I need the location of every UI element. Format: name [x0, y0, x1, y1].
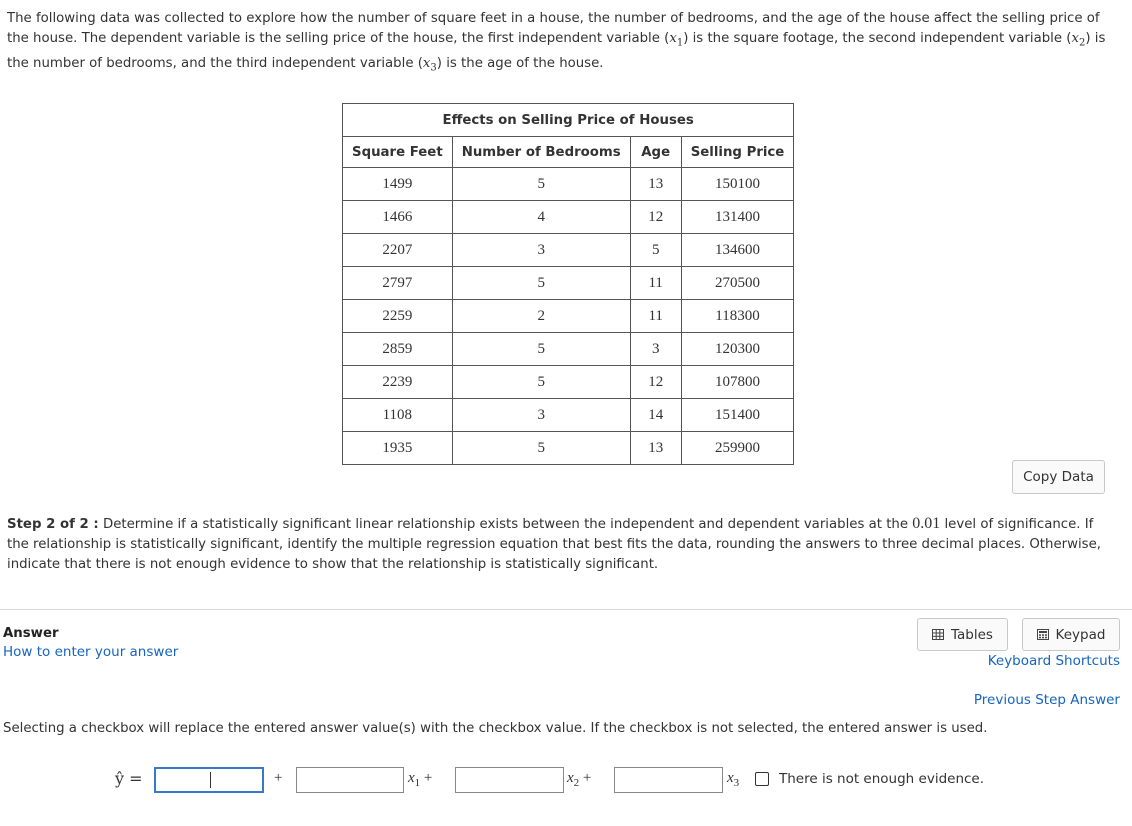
cell-bedrooms: 3	[452, 399, 630, 432]
b1-coefficient-input[interactable]	[296, 767, 404, 793]
tables-button[interactable]: Tables	[917, 618, 1008, 651]
table-row	[343, 399, 794, 432]
cell-selling-price: 150100	[681, 168, 794, 201]
cell-selling-price: 259900	[681, 432, 794, 465]
cell-age: 13	[630, 432, 681, 465]
table-row	[343, 201, 794, 234]
cell-selling-price: 270500	[681, 267, 794, 300]
intercept-input[interactable]	[154, 767, 264, 793]
keypad-button[interactable]: Keypad	[1022, 618, 1120, 651]
table-icon	[932, 629, 944, 640]
keypad-icon	[1037, 629, 1049, 640]
cell-age: 12	[630, 366, 681, 399]
cell-square-feet: 2239	[343, 366, 453, 399]
keyboard-shortcuts-link[interactable]: Keyboard Shortcuts	[987, 653, 1120, 669]
x2-term: $x_2$ +	[567, 770, 592, 789]
table-row	[343, 234, 794, 267]
cell-square-feet: 1466	[343, 201, 453, 234]
text-caret	[210, 772, 211, 788]
cell-square-feet: 2859	[343, 333, 453, 366]
cell-age: 5	[630, 234, 681, 267]
intro-paragraph: The following data was collected to explore how the number of square feet in a house, the number of bedrooms, and the age of the house affect the selling price of the house. The dependent variable is the selling price of the house, the first independent variable $(x_1)$ is the square footage, the second independent variable $(x_2)$ is the number of bedrooms, and the third independent variable $(x_3)$ is the age of the house.	[7, 11, 1106, 74]
x1-term: $x_1$ +	[408, 770, 433, 789]
cell-selling-price: 118300	[681, 300, 794, 333]
significance-level: 0.01	[912, 515, 941, 532]
cell-square-feet: 1935	[343, 432, 453, 465]
cell-selling-price: 151400	[681, 399, 794, 432]
header-age: Age	[630, 137, 681, 168]
not-enough-evidence-label[interactable]: There is not enough evidence.	[779, 771, 985, 787]
plus-sign: +	[274, 770, 283, 786]
cell-bedrooms: 5	[452, 267, 630, 300]
cell-square-feet: 1499	[343, 168, 453, 201]
cell-bedrooms: 4	[452, 201, 630, 234]
cell-bedrooms: 2	[452, 300, 630, 333]
not-enough-evidence-checkbox[interactable]	[755, 772, 769, 786]
cell-selling-price: 120300	[681, 333, 794, 366]
header-selling-price: Selling Price	[681, 137, 794, 168]
cell-square-feet: 2207	[343, 234, 453, 267]
cell-selling-price: 107800	[681, 366, 794, 399]
cell-square-feet: 1108	[343, 399, 453, 432]
cell-bedrooms: 5	[452, 333, 630, 366]
cell-bedrooms: 5	[452, 432, 630, 465]
table-row	[343, 432, 794, 465]
b2-coefficient-input[interactable]	[455, 767, 564, 793]
copy-data-button[interactable]: Copy Data	[1012, 460, 1105, 494]
answer-title: Answer	[3, 626, 59, 641]
y-hat-symbol: ŷ =	[115, 769, 143, 788]
cell-age: 3	[630, 333, 681, 366]
table-row	[343, 333, 794, 366]
cell-square-feet: 2797	[343, 267, 453, 300]
how-to-enter-link[interactable]: How to enter your answer	[3, 644, 179, 660]
cell-selling-price: 134600	[681, 234, 794, 267]
cell-age: 12	[630, 201, 681, 234]
step-label: Step 2 of 2 :	[7, 517, 99, 532]
data-table	[342, 103, 794, 465]
header-bedrooms: Number of Bedrooms	[452, 137, 630, 168]
cell-bedrooms: 5	[452, 168, 630, 201]
cell-bedrooms: 5	[452, 366, 630, 399]
cell-age: 14	[630, 399, 681, 432]
step-instructions: Step 2 of 2 : Determine if a statistically significant linear relationship exists between the independent and dependent variables at the 0.01 level of significance. If the relationship is statistically significant, identify the multiple regression equation that best fits the data, rounding the answers to three decimal places. Otherwise, indicate that there is not enough evidence to show that the relationship is statistically significant.	[7, 515, 1101, 572]
cell-square-feet: 2259	[343, 300, 453, 333]
table-row	[343, 168, 794, 201]
cell-age: 13	[630, 168, 681, 201]
table-row	[343, 366, 794, 399]
b3-coefficient-input[interactable]	[614, 767, 723, 793]
table-row	[343, 267, 794, 300]
table-row	[343, 300, 794, 333]
x3-term: $x_3$	[727, 770, 740, 789]
cell-selling-price: 131400	[681, 201, 794, 234]
cell-age: 11	[630, 267, 681, 300]
checkbox-note: Selecting a checkbox will replace the entered answer value(s) with the checkbox value. If the checkbox is not selected, the entered answer is used.	[3, 721, 988, 736]
table-caption: Effects on Selling Price of Houses	[343, 104, 794, 137]
header-square-feet: Square Feet	[343, 137, 453, 168]
section-divider	[0, 609, 1132, 610]
cell-age: 11	[630, 300, 681, 333]
cell-bedrooms: 3	[452, 234, 630, 267]
previous-step-answer-link[interactable]: Previous Step Answer	[973, 692, 1120, 708]
regression-equation	[0, 767, 1132, 793]
